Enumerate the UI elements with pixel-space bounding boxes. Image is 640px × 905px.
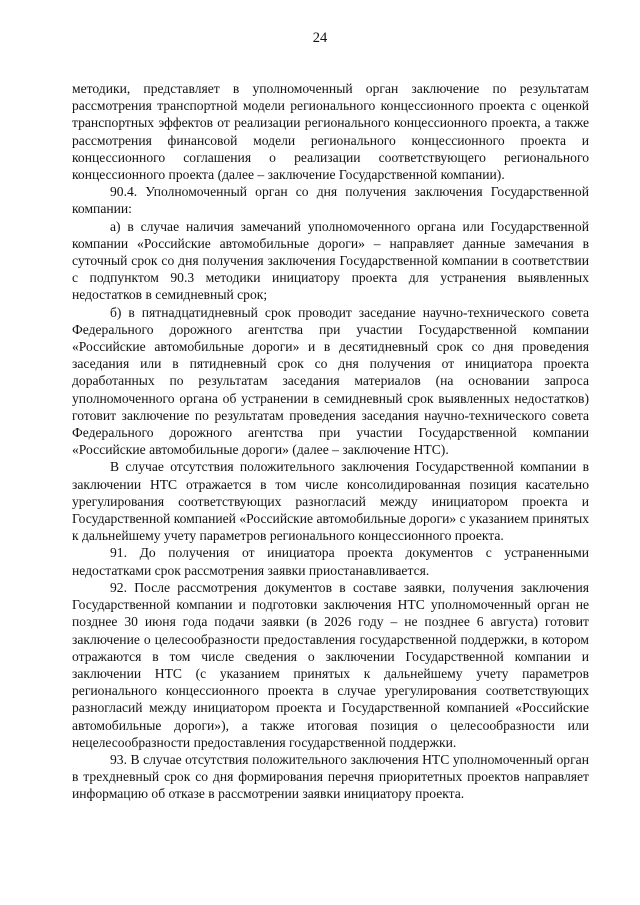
paragraph-90-4-a: а) в случае наличия замечаний уполномоченного органа или Государственной компании «Российские автомобильные дороги» – направляет данные замечания в суточный срок со дня получения заключения Государственной компании в соответствии с подпунктом 90.3 методики инициатору проекта для устранения выявленных недостатков в семидневный срок; xyxy=(72,218,589,303)
paragraph-91: 91. До получения от инициатора проекта документов с устраненными недостатками срок рассмотрения заявки приостанавливается. xyxy=(72,545,589,578)
paragraph-nts-note: В случае отсутствия положительного заключения Государственной компании в заключении НТС отражается в том числе консолидированная позиция касательно урегулирования соответствующих разногласий между инициатором проекта и Государственной компанией «Российские автомобильные дороги» с указанием принятых к дальнейшему учету параметров регионального концессионного проекта. xyxy=(72,459,590,544)
paragraph-93: 93. В случае отсутствия положительного заключения НТС уполномоченный орган в трехдневный срок со дня формирования перечня приоритетных проектов направляет информацию об отказе в рассмотрении заявки инициатору проекта. xyxy=(72,751,589,802)
paragraph-90-4-b: б) в пятнадцатидневный срок проводит заседание научно-технического совета Федерального дорожного агентства при участии Государственной компании «Российские автомобильные дороги» и в десятидневный срок со дня проведения заседания или в пятидневный срок со дня получения от инициатора проекта доработанных по результатам заседания материалов (на основании запроса уполномоченного органа об устранении в семидневный срок выявленных недостатков) готовит заключение по результатам проведения заседания научно-технического совета Федерального дорожного агентства при участии Государственной компании «Российские автомобильные дороги» (далее – заключение НТС). xyxy=(72,304,589,458)
paragraph-90-4: 90.4. Уполномоченный орган со дня получения заключения Государственной компании: xyxy=(72,184,589,217)
page-number: 24 xyxy=(312,30,328,46)
paragraph-continuation: методики, представляет в уполномоченный орган заключение по результатам рассмотрения транспортной модели регионального концессионного проекта с оценкой транспортных эффектов от реализации регионального концессионного проекта, а также рассмотрения финансовой модели регионального концессионного проекта и концессионного соглашения о реализации соответствующего регионального концессионного проекта (далее – заключение Государственной компании). xyxy=(72,81,589,183)
paragraph-92: 92. После рассмотрения документов в составе заявки, получения заключения Государственной компании и подготовки заключения НТС уполномоченный орган не позднее 30 июня года подачи заявки (в 2026 году – не позднее 6 августа) готовит заключение о целесообразности предоставления государственной поддержки, в котором отражаются в том числе сведения о заключении Государственной компании и заключении НТС (с указанием принятых к дальнейшему учету параметров регионального концессионного проекта в случае урегулирования соответствующих разногласий между инициатором проекта и Государственной компанией «Российские автомобильные дороги»), а также итоговая позиция о целесообразности или нецелесообразности предоставления государственной поддержки. xyxy=(72,579,589,750)
document-body xyxy=(72,80,589,803)
